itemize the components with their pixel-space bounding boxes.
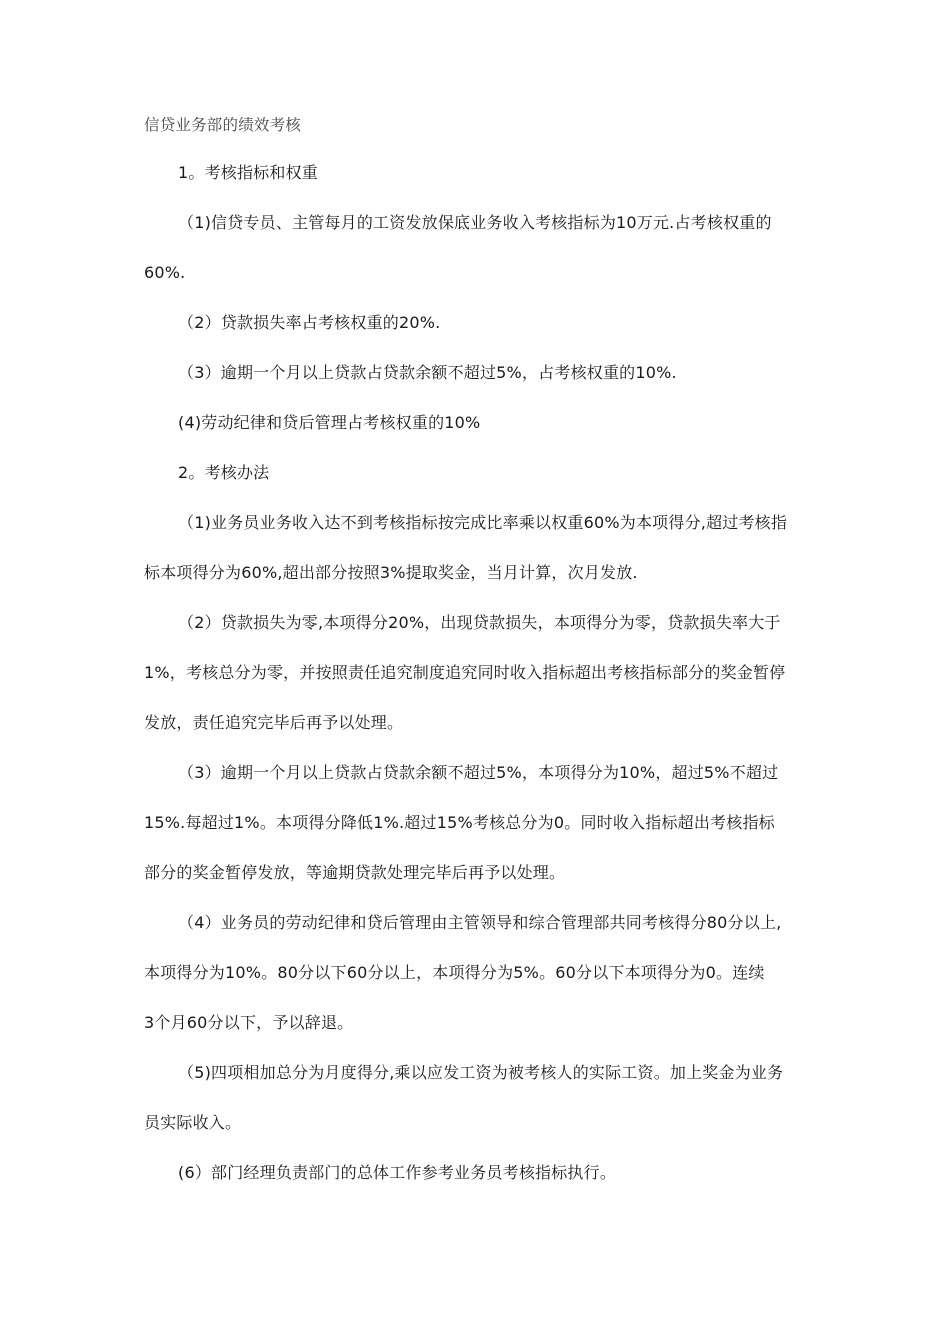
paragraph-line: 15%.每超过1%。本项得分降低1%.超过15%考核总分为0。同时收入指标超出考核指标: [144, 813, 775, 832]
paragraph-line: 60%.: [144, 263, 186, 282]
paragraph-line: 员实际收入。: [144, 1113, 242, 1132]
document-title: 信贷业务部的绩效考核: [144, 116, 302, 134]
paragraph-line: 1%，考核总分为零，并按照责任追究制度追究同时收入指标超出考核指标部分的奖金暂停: [144, 663, 786, 682]
paragraph-line: (4)劳动纪律和贷后管理占考核权重的10%: [178, 413, 481, 432]
paragraph-line: （2）贷款损失率占考核权重的20%.: [178, 313, 441, 332]
paragraph-line: （1)业务员业务收入达不到考核指标按完成比率乘以权重60%为本项得分,超过考核指: [178, 513, 788, 532]
section-heading-1: 1。考核指标和权重: [178, 163, 318, 182]
paragraph-line: (6）部门经理负责部门的总体工作参考业务员考核指标执行。: [178, 1163, 617, 1182]
paragraph-line: 标本项得分为60%,超出部分按照3%提取奖金，当月计算，次月发放.: [144, 563, 638, 582]
section-heading-2: 2。考核办法: [178, 463, 270, 482]
paragraph-line: （1)信贷专员、主管每月的工资发放保底业务收入考核指标为10万元.占考核权重的: [178, 213, 772, 232]
paragraph-line: 3个月60分以下，予以辞退。: [144, 1013, 354, 1032]
paragraph-line: （4）业务员的劳动纪律和贷后管理由主管领导和综合管理部共同考核得分80分以上,: [178, 913, 782, 932]
paragraph-line: （2）贷款损失为零,本项得分20%，出现贷款损失，本项得分为零，贷款损失率大于: [178, 613, 781, 632]
paragraph-line: 本项得分为10%。80分以下60分以上，本项得分为5%。60分以下本项得分为0。连续: [144, 963, 765, 982]
paragraph-line: （3）逾期一个月以上贷款占贷款余额不超过5%，本项得分为10%，超过5%不超过: [178, 763, 779, 782]
paragraph-line: 部分的奖金暂停发放，等逾期贷款处理完毕后再予以处理。: [144, 863, 566, 882]
paragraph-line: 发放，责任追究完毕后再予以处理。: [144, 713, 404, 732]
paragraph-line: （5)四项相加总分为月度得分,乘以应发工资为被考核人的实际工资。加上奖金为业务: [178, 1063, 784, 1082]
paragraph-line: （3）逾期一个月以上贷款占贷款余额不超过5%，占考核权重的10%.: [178, 363, 677, 382]
